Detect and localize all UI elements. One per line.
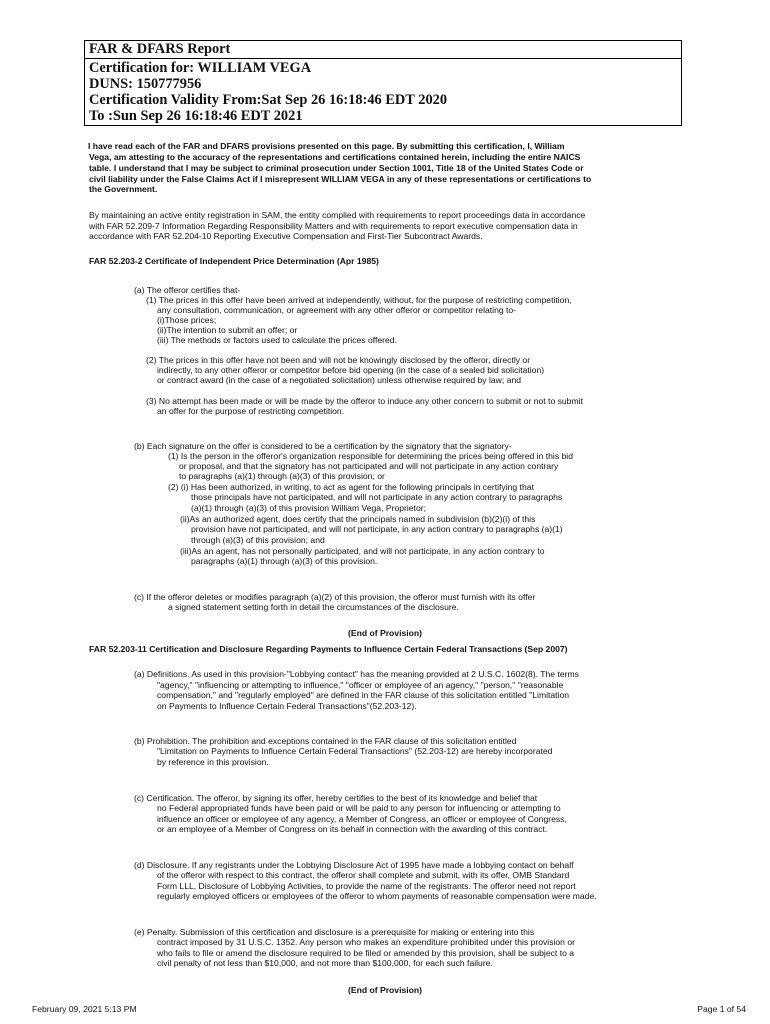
text-line: on Payments to Influence Certain Federal Transactions"(52.203-12).	[157, 701, 417, 711]
text-line: (iii) The methods or factors used to calculate the prices offered.	[157, 335, 397, 345]
text-line: no Federal appropriated funds have been paid or will be paid to any person for influencing or attempting to	[157, 803, 561, 813]
text-line: (ii)As an authorized agent, does certify that the principals named in subdivision (b)(2)(i) of this	[180, 514, 536, 524]
text-line: civil penalty of not less than $10,000, and not more than $100,000, for each such failure.	[157, 958, 493, 968]
text-line: Vega, am attesting to the accuracy of the representations and certifications contained herein, including the entire NAICS	[89, 152, 581, 162]
text-line: contract imposed by 31 U.S.C. 1352. Any person who makes an expenditure prohibited under this provision or	[157, 937, 575, 947]
text-line: (c) Certification. The offeror, by signing its offer, hereby certifies to the best of its knowledge and belief that	[134, 793, 538, 803]
text-line: (a) The offeror certifies that-	[134, 285, 241, 295]
text-line: I have read each of the FAR and DFARS provisions presented on this page. By submitting this certification, I, William	[88, 141, 565, 151]
text-line: (2) The prices in this offer have not been and will not be knowingly disclosed by the offeror, directly or	[146, 355, 531, 365]
footer-date: February 09, 2021 5:13 PM	[32, 1004, 137, 1014]
report-header	[84, 40, 682, 126]
text-line: (ii)The intention to submit an offer; or	[157, 325, 298, 335]
section-heading-52-203-11: FAR 52.203-11 Certification and Disclosure Regarding Payments to Influence Certain Federal Transactions (Sep 2007)	[89, 644, 568, 654]
text-line: civil liability under the False Claims Act if I misrepresent WILLIAM VEGA in any of these representations or certifications to	[89, 174, 592, 184]
text-line: those principals have not participated, and will not participate in any action contrary to paragraphs	[191, 492, 563, 502]
text-line: of the offeror with respect to this contract, the offeror shall complete and submit, with its offer, OMB Standard	[157, 870, 570, 880]
report-title: FAR & DFARS Report	[85, 41, 681, 59]
text-line: (1) The prices in this offer have been arrived at independently, without, for the purpose of restricting competition,	[146, 295, 572, 305]
end-of-provision: (End of Provision)	[348, 628, 422, 638]
text-line: accordance with FAR 52.204-10 Reporting Executive Compensation and First-Tier Subcontract Awards.	[89, 231, 483, 241]
end-of-provision: (End of Provision)	[348, 985, 422, 995]
text-line: (a) Definitions. As used in this provision-"Lobbying contact" has the meaning provided at 2 U.S.C. 1602(8). The terms	[134, 669, 579, 679]
text-line: or an employee of a Member of Congress on its behalf in connection with the awarding of this contract.	[157, 824, 548, 834]
text-line: (iii)As an agent, has not personally participated, and will not participate, in any action contrary to	[180, 546, 545, 556]
text-line: who fails to file or amend the disclosure required to be filed or amended by this provision, shall be subject to a	[157, 948, 575, 958]
text-line: (d) Disclosure. If any registrants under the Lobbying Disclosure Act of 1995 have made a lobbying contact on behalf	[134, 860, 574, 870]
text-line: to paragraphs (a)(1) through (a)(3) of this provision; or	[179, 471, 385, 481]
text-line: provision have not participated, and will not participate, in any action contrary to paragraphs (a)(1)	[191, 524, 563, 534]
text-line: or proposal, and that the signatory has not participated and will not participate in any action contrary	[179, 461, 559, 471]
text-line: "Limitation on Payments to Influence Certain Federal Transactions" (52.203-12) are hereby incorporated	[157, 746, 553, 756]
validity-from: Certification Validity From:Sat Sep 26 16:18:46 EDT 2020	[89, 92, 448, 108]
text-line: (b) Each signature on the offer is considered to be a certification by the signatory that the signatory-	[134, 441, 512, 451]
text-line: (e) Penalty. Submission of this certification and disclosure is a prerequisite for making or entering into this	[134, 927, 535, 937]
validity-to: To :Sun Sep 26 16:18:46 EDT 2021	[89, 108, 303, 124]
text-line: (b) Prohibition. The prohibition and exceptions contained in the FAR clause of this solicitation entitled	[134, 736, 517, 746]
text-line: Form LLL, Disclosure of Lobbying Activities, to provide the name of the registrants. The offeror need not report	[157, 881, 576, 891]
text-line: compensation," and "regularly employed" are defined in the FAR clause of this solicitation entitled "Limitation	[157, 690, 570, 700]
text-line: (c) If the offeror deletes or modifies paragraph (a)(2) of this provision, the offeror must furnish with its offer	[134, 592, 536, 602]
duns-number: DUNS: 150777956	[89, 76, 202, 92]
text-line: through (a)(3) of this provision; and	[191, 535, 325, 545]
text-line: the Government.	[89, 184, 158, 194]
text-line: by reference in this provision.	[157, 757, 269, 767]
text-line: or contract award (in the case of a negotiated solicitation) unless otherwise required by law; and	[157, 375, 522, 385]
text-line: a signed statement setting forth in detail the circumstances of the disclosure.	[168, 602, 459, 612]
text-line: (3) No attempt has been made or will be made by the offeror to induce any other concern to submit or not to submit	[146, 396, 583, 406]
section-heading-52-203-2: FAR 52.203-2 Certificate of Independent Price Determination (Apr 1985)	[89, 256, 379, 266]
text-line: indirectly, to any other offeror or competitor before bid opening (in the case of a sealed bid solicitation)	[157, 365, 545, 375]
text-line: table. I understand that I may be subject to criminal prosecution under Section 1001, Title 18 of the United States Code or	[89, 163, 584, 173]
text-line: (a)(1) through (a)(3) of this provision William Vega, Proprietor;	[191, 503, 426, 513]
page-number: Page 1 of 54	[697, 1004, 746, 1014]
text-line: "agency," "influencing or attempting to influence," "officer or employee of an agency," "person," "reasonable	[157, 680, 564, 690]
text-line: By maintaining an active entity registration in SAM, the entity complied with requirements to report proceedings data in accordance	[89, 210, 586, 220]
text-line: influence an officer or employee of any agency, a Member of Congress, an officer or employee of Congress,	[157, 814, 567, 824]
text-line: (1) Is the person in the offeror's organization responsible for determining the prices being offered in this bid	[168, 451, 573, 461]
text-line: regularly employed officers or employees of the offeror to whom payments of reasonable compensation were made.	[157, 891, 597, 901]
text-line: paragraphs (a)(1) through (a)(3) of this provision.	[191, 556, 378, 566]
text-line: (2) (i) Has been authorized, in writing, to act as agent for the following principals in certifying that	[168, 482, 534, 492]
certification-for: Certification for: WILLIAM VEGA	[89, 60, 312, 76]
text-line: any consultation, communication, or agreement with any other offeror or competitor relating to-	[157, 305, 517, 315]
text-line: an offer for the purpose of restricting competition.	[157, 406, 345, 416]
text-line: with FAR 52.209-7 Information Regarding Responsibility Matters and with requirements to report executive compensation data in	[89, 221, 578, 231]
text-line: (i)Those prices;	[157, 315, 217, 325]
